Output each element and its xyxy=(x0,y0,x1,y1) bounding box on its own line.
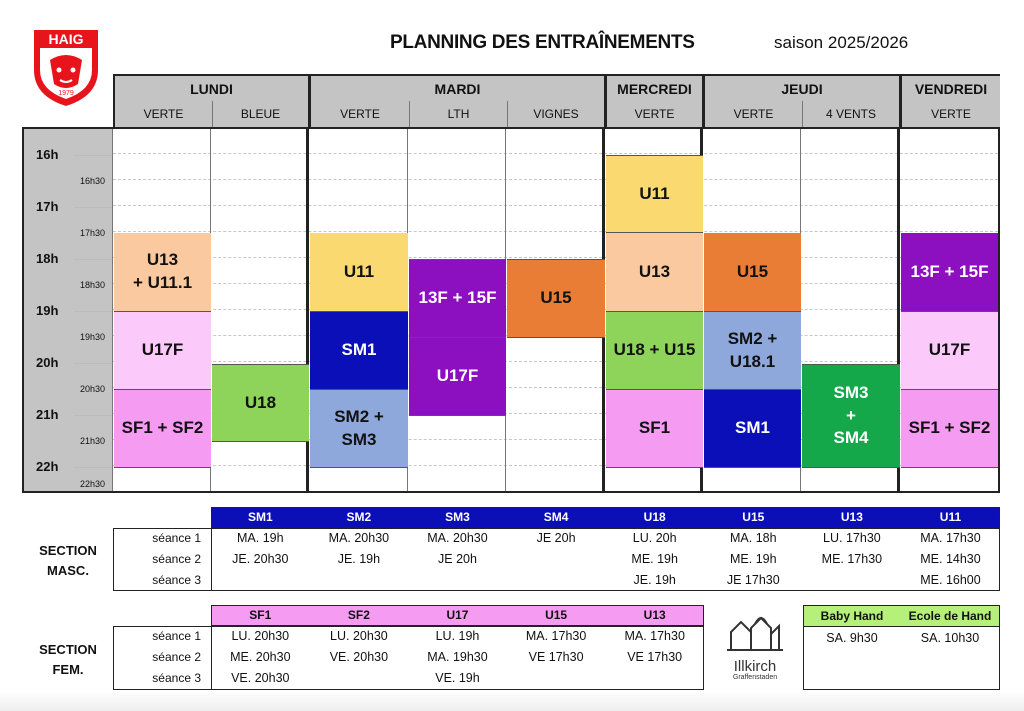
half-2230: 22h30 xyxy=(80,479,106,489)
masc-team-header: SM1 xyxy=(247,510,273,524)
masc-session-time: ME. 14h30 xyxy=(920,552,981,566)
venue-row xyxy=(113,101,1000,127)
day-jeudi: JEUDI xyxy=(705,76,902,101)
day-mercredi: MERCREDI xyxy=(607,76,705,101)
masc-session-time: MA. 17h30 xyxy=(920,531,981,545)
ecole-hand-time: SA. 10h30 xyxy=(920,631,980,645)
day-mardi: MARDI xyxy=(311,76,607,101)
hour-21: 21h xyxy=(36,407,59,422)
masc-session-time: MA. 19h xyxy=(237,531,284,545)
session-label: SM2 + U18.1 xyxy=(727,328,778,371)
session-label: SM3 + SM4 xyxy=(833,382,869,448)
session-block xyxy=(507,259,605,338)
session-block xyxy=(606,312,703,390)
hour-17: 17h xyxy=(36,199,59,214)
session-label: U15 xyxy=(540,288,572,308)
section-masc-label: SECTION MASC. xyxy=(39,543,97,578)
season-label: saison 2025/2026 xyxy=(774,33,909,52)
fem-session-time: LU. 20h30 xyxy=(330,629,388,643)
venue-lundi-verte: VERTE xyxy=(115,101,213,127)
club-logo-text: HAIG xyxy=(48,31,84,47)
session-label: U17F xyxy=(436,366,479,386)
masc-team-header: U18 xyxy=(643,510,666,524)
masc-seance-label: séance 3 xyxy=(152,573,201,587)
fem-session-time: MA. 17h30 xyxy=(525,629,587,643)
session-label: SM1 xyxy=(735,418,770,438)
session-block xyxy=(212,364,309,442)
fem-team-header: U15 xyxy=(545,608,568,622)
fem-team-header: SF1 xyxy=(249,608,272,622)
city-logo-sub: Graffenstaden xyxy=(732,674,778,681)
session-label: U13 xyxy=(638,261,671,281)
fem-seance-label: séance 3 xyxy=(152,671,201,685)
masc-session-time: LU. 20h xyxy=(632,531,677,545)
fem-team-header: SF2 xyxy=(347,608,370,622)
session-label: SF1 + SF2 xyxy=(908,418,991,438)
fem-session-time: VE. 20h30 xyxy=(231,671,290,685)
session-block xyxy=(114,233,211,312)
fem-team-header: U13 xyxy=(643,608,666,622)
session-label: U17F xyxy=(928,340,971,360)
session-label: U18 + U15 xyxy=(613,340,696,360)
fem-session-time: VE. 20h30 xyxy=(329,650,389,664)
session-label: U17F xyxy=(141,340,184,360)
masc-session-time: MA. 20h30 xyxy=(328,531,390,545)
masc-team-header: SM2 xyxy=(346,510,372,524)
masc-session-time: JE. 19h xyxy=(633,573,676,587)
session-label: U13 + U11.1 xyxy=(132,250,193,292)
session-label: 13F + 15F xyxy=(910,261,989,281)
venue-mardi-verte: VERTE xyxy=(311,101,410,127)
day-lundi: LUNDI xyxy=(115,76,311,101)
masc-session-time: JE 20h xyxy=(438,552,477,566)
session-block xyxy=(901,233,998,312)
masc-session-time: MA. 18h xyxy=(730,531,777,545)
masc-session-time: JE. 19h xyxy=(337,552,381,566)
session-block xyxy=(802,364,900,468)
hour-16: 16h xyxy=(36,147,59,162)
session-label: U11 xyxy=(639,183,670,203)
session-block xyxy=(310,390,408,468)
session-block xyxy=(606,233,703,312)
fem-session-time: MA. 17h30 xyxy=(624,629,685,643)
masc-session-time: JE 20h xyxy=(536,531,576,545)
hour-20: 20h xyxy=(36,355,59,370)
session-block xyxy=(704,233,801,312)
masc-session-time: ME. 16h00 xyxy=(920,573,981,587)
city-logo-name: Illkirch xyxy=(733,658,777,675)
fem-session-time: VE 17h30 xyxy=(627,650,683,664)
session-block xyxy=(704,390,801,468)
fem-team-header: U17 xyxy=(446,608,469,622)
session-block xyxy=(901,390,998,468)
venue-vendredi-verte: VERTE xyxy=(902,101,1000,127)
hour-18: 18h xyxy=(36,251,59,266)
venue-jeudi-4vents: 4 VENTS xyxy=(803,101,902,127)
masc-session-time: MA. 20h30 xyxy=(427,531,488,545)
day-vendredi: VENDREDI xyxy=(902,76,1000,101)
fem-session-time: VE 17h30 xyxy=(528,650,584,664)
masc-team-header: SM4 xyxy=(543,510,569,524)
half-1830: 18h30 xyxy=(80,280,106,290)
session-block xyxy=(901,312,998,390)
masc-team-header: SM3 xyxy=(445,510,470,524)
session-block xyxy=(310,233,408,312)
session-block xyxy=(114,390,211,468)
masc-team-header: U13 xyxy=(840,510,863,524)
session-block xyxy=(409,338,506,416)
half-1730: 17h30 xyxy=(80,228,106,238)
masc-team-header: U11 xyxy=(939,510,962,524)
page-title: PLANNING DES ENTRAÎNEMENTS xyxy=(390,32,695,53)
masc-session-time: LU. 17h30 xyxy=(823,531,881,545)
session-block xyxy=(606,155,703,233)
masc-session-time: ME. 19h xyxy=(631,552,678,566)
ecole-hand-header: Ecole de Hand xyxy=(908,609,992,623)
fem-session-time: VE. 19h xyxy=(435,671,480,685)
session-label: 13F + 15F xyxy=(418,288,497,308)
session-label: SF1 + SF2 xyxy=(121,418,204,438)
fem-session-time: ME. 20h30 xyxy=(230,650,291,664)
schedule-grid xyxy=(22,127,1000,493)
session-block xyxy=(606,390,703,468)
venue-mardi-vignes: VIGNES xyxy=(508,101,607,127)
half-2130: 21h30 xyxy=(80,436,106,446)
masc-session-time: ME. 19h xyxy=(730,552,777,566)
fem-seance-label: séance 1 xyxy=(152,629,201,643)
session-label: SF1 xyxy=(638,418,671,438)
venue-lundi-bleue: BLEUE xyxy=(213,101,311,127)
venue-mercredi-verte: VERTE xyxy=(607,101,705,127)
session-label: U11 xyxy=(343,261,375,281)
session-block xyxy=(114,312,211,390)
fem-seance-label: séance 2 xyxy=(152,650,201,664)
half-1630: 16h30 xyxy=(80,176,106,186)
baby-hand-header: Baby Hand xyxy=(820,609,884,623)
day-header-row xyxy=(113,74,1000,101)
masc-session-time: JE. 20h30 xyxy=(232,552,289,566)
city-logo xyxy=(720,610,790,690)
session-block xyxy=(409,259,506,338)
fem-session-time: MA. 19h30 xyxy=(427,650,488,664)
session-label: SM2 + SM3 xyxy=(334,406,384,449)
session-label: U18 xyxy=(244,392,277,412)
masc-session-time: ME. 17h30 xyxy=(821,552,883,566)
section-fem-label: SECTION FEM. xyxy=(39,642,97,677)
club-logo xyxy=(30,26,102,108)
venue-jeudi-verte: VERTE xyxy=(705,101,803,127)
baby-hand-box xyxy=(803,605,1000,690)
masc-session-time: JE 17h30 xyxy=(726,573,780,587)
club-logo-year: 1979 xyxy=(58,90,74,97)
masc-team-header: U15 xyxy=(742,510,765,524)
half-2030: 20h30 xyxy=(80,384,106,394)
baby-hand-time: SA. 9h30 xyxy=(826,631,878,645)
session-label: SM1 xyxy=(341,340,377,360)
fem-session-time: LU. 19h xyxy=(435,629,480,643)
fem-session-time: LU. 20h30 xyxy=(231,629,290,643)
session-label: U15 xyxy=(736,261,769,281)
masc-seance-label: séance 1 xyxy=(152,531,201,545)
hour-22: 22h xyxy=(36,459,59,474)
masc-seance-label: séance 2 xyxy=(152,552,201,566)
hour-19: 19h xyxy=(36,303,59,318)
session-block xyxy=(704,312,801,390)
venue-mardi-lth: LTH xyxy=(410,101,508,127)
session-block xyxy=(310,312,408,390)
half-1930: 19h30 xyxy=(80,332,106,342)
